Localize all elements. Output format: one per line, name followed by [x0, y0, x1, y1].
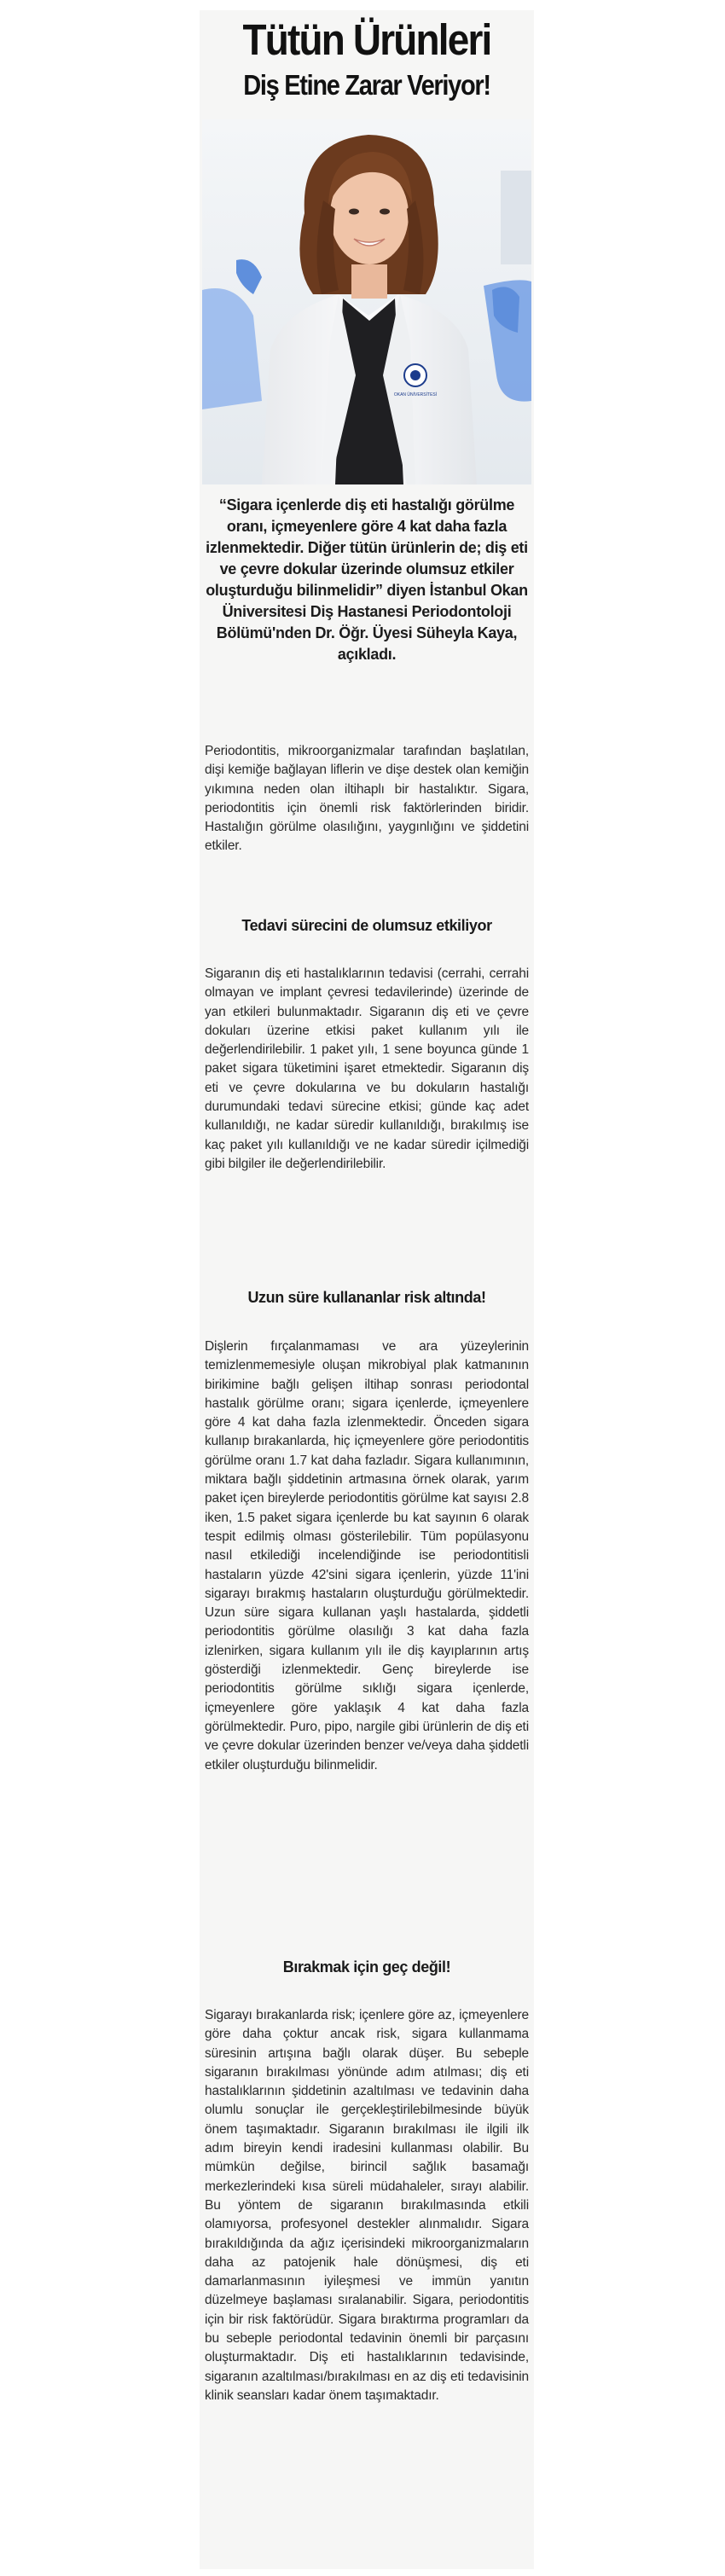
subheading-long-term-risk: Uzun süre kullananlar risk altında!	[247, 1289, 486, 1306]
body-paragraph-2: Sigaranın diş eti hastalıklarının tedavisi (cerrahi, cerrahi olmayan ve implant çevresi tedavilerinde) üzerinde de yan etkileri bulunmaktadır. Sigaranın diş eti ve çevre dokuları üzerine etkisi paket kullanım yılı ile değerlendirilebilir. 1 paket yılı, 1 sene boyunca günde 1 paket sigara tüketimini işaret etmektedir. Sigaranın diş eti ve çevre dokularına ve bu dokuların hastalığı durumundaki tedavi sürecine etkisi; günde kaç adet kullanıldığı, ne kadar süredir kullanıldığı, bırakılmış ise kaç paket yılı kullanıldığı ve ne kadar süredir içilmediği gibi bilgiler ile değerlendirilebilir.	[205, 966, 529, 1171]
subheading-treatment: Tedavi sürecini de olumsuz etkiliyor	[241, 917, 492, 934]
headline-line1: Tütün Ürünleri	[242, 15, 491, 64]
body-paragraph-3: Dişlerin fırçalanmaması ve ara yüzeylerinin temizlenmemesiyle oluşan mikrobiyal plak katmanının birikimine bağlı gelişen iltihap sonrası periodontal hastalık görülme oranı; sigara içenlerde, içmeyenlere göre 4 kat daha fazla izlenmektedir. Önceden sigara kullanıp bırakanlarda, hiç içmeyenlere göre periodontitis görülme oranı 1.7 kat daha fazladır. Sigara kullanımının, miktara bağlı şiddetinin artmasına örnek olarak, yarım paket içen bireylerde periodontitis görülme kat sayısı 2.8 iken, 1.5 paket sigara içenlerde bu kat sayının 6 olarak tespit edilmiş olması gösterilebilir. Tüm popülasyonu nasıl etkilediği incelendiğinde ise periodontitisli hastaların yüzde 42'sini sigara içenlerin, yüzde 11'ini sigarayı bırakmış hastaların oluşturduğu görülmektedir. Uzun süre sigara kullanan yaşlı hastalarda, şiddetli periodontitis görülme olasılığı 3 kat daha fazla izlenirken, sigara kullanım yılı ile diş kayıplarının artış gösterdiği izlenmektedir. Genç bireylerde ise periodontitis görülme sıklığı sigara içenlerde, içmeyenlere göre yaklaşık 4 kat daha fazla görülmektedir. Puro, pipo, nargile gibi ürünlerin de diş eti ve çevre dokular üzerinden benzer ve/veya daha şiddetli etkiler oluşturduğu bilinmelidir.	[205, 1339, 529, 1772]
body-paragraph-1: Periodontitis, mikroorganizmalar tarafından başlatılan, dişi kemiğe bağlayan liflerin ve dişe destek olan kemiğin yıkımına neden olan iltihaplı bir hastalıktır. Sigara, periodontitis için önemli risk faktörlerinden biridir. Hastalığın görülme olasılığını, yaygınlığını ve şiddetini etkiler.	[205, 744, 529, 854]
doctor-portrait-photo	[202, 119, 531, 484]
body-paragraph-4: Sigarayı bırakanlarda risk; içenlere göre az, içmeyenlere göre daha çoktur ancak risk, sigara kullanmama süresinin artışına bağlı olarak düşer. Bu sebeple sigaranın bırakılması yönünde adım atılması; diş eti hastalıklarının şiddetinin azaltılması ve tedavinin daha olumlu sonuçlar ile gerçekleştirilebilmesinde büyük önem taşımaktadır. Sigaranın bırakılması ile ilgili ilk adım bireyin kendi iradesini kullanması olabilir. Bu mümkün değilse, birincil sağlık basamağı merkezlerindeki kısa süreli müdahaleler, sırayı alabilir. Bu yöntem de sigaranın bırakılmasında etkili olamıyorsa, profesyonel destekler alınmalıdır. Sigara bırakıldığında da ağız içerisindeki mikroorganizmaların daha az patojenik hale dönüşmesi, diş eti damarlanmasının iyileşmesi ve immün yanıtın düzelmeye başlaması sıralanabilir. Sigara, periodontitis için bir risk faktörüdür. Sigara bıraktırma programları da bu sebeple periodontal tedavinin önemli bir parçasını oluşturmaktadır. Diş eti hastalıklarının tedavisinde, sigaranın azaltılması/bırakılması en az diş eti tedavisinin klinik seansları kadar önem taşımaktadır.	[205, 2008, 529, 2403]
article-column	[200, 10, 534, 2569]
lead-paragraph: “Sigara içenlerde diş eti hastalığı görülme oranı, içmeyenlere göre 4 kat daha fazla izlenmektedir. Diğer tütün ürünlerin de; diş eti ve çevre dokular üzerinde olumsuz etkiler oluşturduğu bilinmelidir” diyen İstanbul Okan Üniversitesi Diş Hastanesi Periodontoloji Bölümü'nden Dr. Öğr. Üyesi Süheyla Kaya, açıkladı.	[206, 496, 528, 663]
subheading-quit: Bırakmak için geç değil!	[282, 1958, 451, 1976]
headline-line2: Diş Etine Zarar Veriyor!	[243, 69, 490, 101]
coat-logo-text: OKAN ÜNİVERSİTESİ	[393, 392, 438, 397]
